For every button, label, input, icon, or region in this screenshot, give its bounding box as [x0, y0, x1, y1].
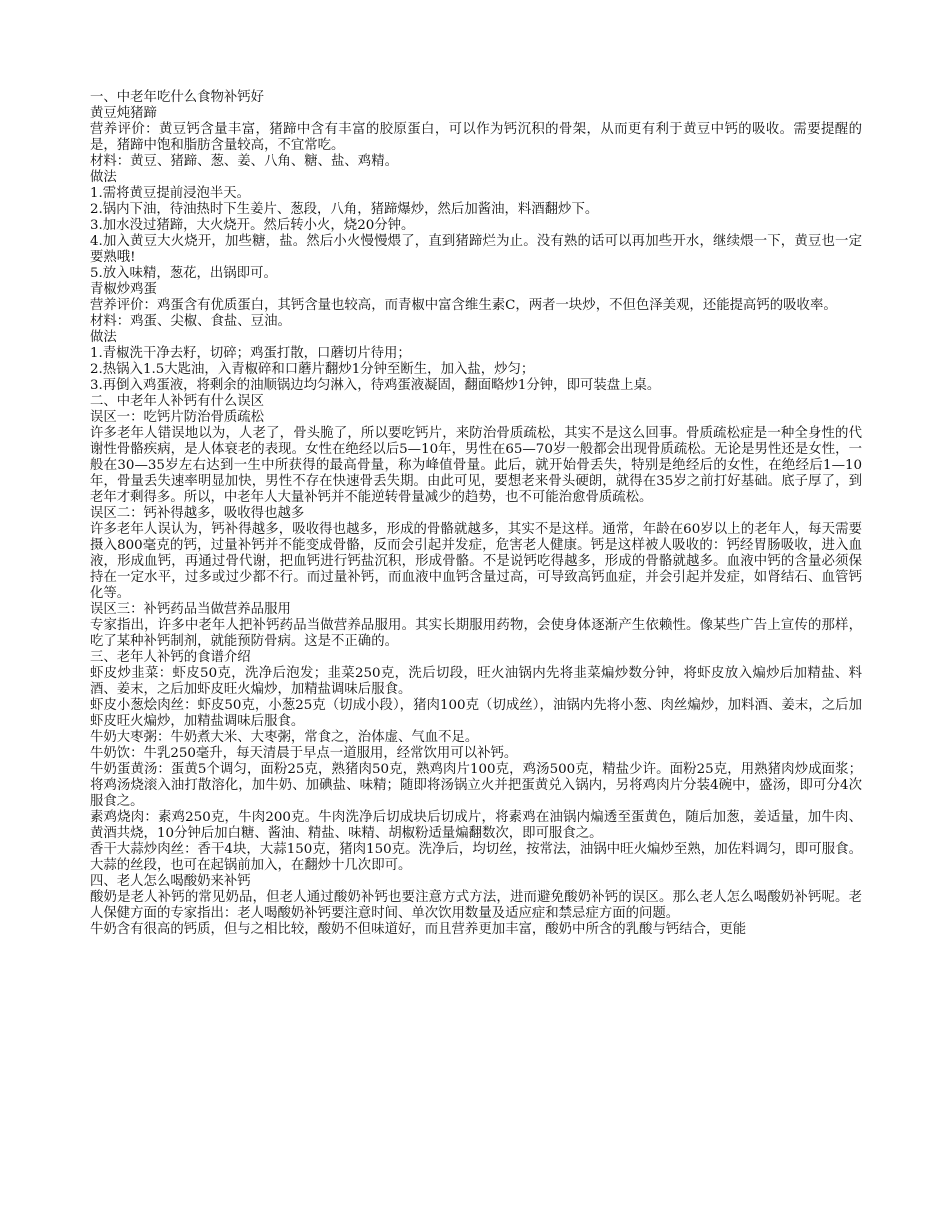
paragraph: 材料：鸡蛋、尖椒、食盐、豆油。: [90, 314, 291, 329]
recipe-paragraph: 牛奶蛋黄汤：蛋黄5个调匀，面粉25克，熟猪肉50克，熟鸡肉片100克，鸡汤500克，精盐少许。面粉25克，用熟猪肉炒成面浆；将鸡汤烧滚入油打散溶化，加牛奶、加碘盐、味精；随即将汤锅立火并把蛋黄兑入锅内，另将鸡肉片分装4碗中，盛汤，即可分4次服食之。: [90, 762, 862, 809]
paragraph: 材料：黄豆、猪蹄、葱、姜、八角、糖、盐、鸡精。: [90, 154, 398, 169]
section-heading: 三、老年人补钙的食谱介绍: [90, 650, 251, 665]
recipe-paragraph: 牛奶饮：牛乳250毫升，每天清晨于早点一道服用，经常饮用可以补钙。: [90, 746, 518, 761]
subheading: 误区二：钙补得越多，吸收得也越多: [90, 506, 305, 521]
paragraph: 做法: [90, 330, 117, 345]
recipe-paragraph: 香干大蒜炒肉丝：香干4块，大蒜150克，猪肉150克。洗净后，均切丝，按常法，油锅中旺火煸炒至熟，加佐料调匀，即可服食。大蒜的丝段，也可在起锅前加入，在翻炒十几次即可。: [90, 842, 862, 873]
recipe-paragraph: 虾皮小葱烩肉丝：虾皮50克，小葱25克（切成小段），猪肉100克（切成丝），油锅内先将小葱、肉丝煸炒，加料酒、姜末，之后加虾皮旺火煸炒，加精盐调味后服食。: [90, 698, 862, 729]
step: 3.加水没过猪蹄，大火烧开。然后转小火，烧20分钟。: [90, 218, 415, 233]
paragraph: 做法: [90, 170, 117, 185]
section-heading: 二、中老年人补钙有什么误区: [90, 394, 265, 409]
recipe-paragraph: 虾皮炒韭菜：虾皮50克，洗净后泡发；韭菜250克，洗后切段，旺火油锅内先将韭菜煸炒数分钟，将虾皮放入煸炒后加精盐、料酒、姜末，之后加虾皮旺火煸炒，加精盐调味后服食。: [90, 666, 862, 697]
paragraph: 营养评价：鸡蛋含有优质蛋白，其钙含量也较高，而青椒中富含维生素C，两者一块炒，不但色泽美观，还能提高钙的吸收率。: [90, 298, 837, 313]
paragraph: 酸奶是老人补钙的常见奶品，但老人通过酸奶补钙也要注意方式方法，进而避免酸奶补钙的误区。那么老人怎么喝酸奶补钙呢。老人保健方面的专家指出：老人喝酸奶补钙要注意时间、单次饮用数量及适应症和禁忌症方面的问题。: [90, 890, 862, 921]
section-heading: 四、老人怎么喝酸奶来补钙: [90, 874, 251, 889]
subheading: 误区一：吃钙片防治骨质疏松: [90, 410, 265, 425]
recipe-paragraph: 素鸡烧肉：素鸡250克，牛肉200克。牛肉洗净后切成块后切成片，将素鸡在油锅内煸透至蛋黄色，随后加葱，姜适量，加牛肉、黄酒共烧，10分钟后加白糖、酱油、精盐、味精、胡椒粉适量煸翻数次，即可服食之。: [90, 810, 862, 841]
step: 2.锅内下油，待油热时下生姜片、葱段，八角，猪蹄爆炒，然后加酱油，料酒翻炒下。: [90, 202, 599, 217]
step: 1.需将黄豆提前浸泡半天。: [90, 186, 251, 201]
recipe-title: 青椒炒鸡蛋: [90, 282, 157, 297]
section-heading: 一、中老年吃什么食物补钙好: [90, 90, 265, 105]
step: 2.热锅入1.5大匙油，入青椒碎和口蘑片翻炒1分钟至断生，加入盐，炒匀；: [90, 362, 535, 377]
paragraph: 专家指出，许多中老年人把补钙药品当做营养品服用。其实长期服用药物，会使身体逐渐产生依赖性。像某些广告上宣传的那样，吃了某种补钙制剂，就能预防骨病。这是不正确的。: [90, 618, 862, 649]
subheading: 误区三：补钙药品当做营养品服用: [90, 602, 291, 617]
step: 4.加入黄豆大火烧开，加些糖，盐。然后小火慢慢煨了，直到猪蹄烂为止。没有熟的话可以再加些开水，继续煨一下，黄豆也一定要熟哦!: [90, 234, 862, 265]
paragraph: 营养评价：黄豆钙含量丰富，猪蹄中含有丰富的胶原蛋白，可以作为钙沉积的骨架，从而更有利于黄豆中钙的吸收。需要提醒的是，猪蹄中饱和脂肪含量较高，不宜常吃。: [90, 122, 862, 153]
recipe-paragraph: 牛奶大枣粥：牛奶煮大米、大枣粥，常食之，治体虚、气血不足。: [90, 730, 479, 745]
step: 1.青椒洗干净去籽，切碎；鸡蛋打散，口蘑切片待用；: [90, 346, 411, 361]
step: 5.放入味精，葱花，出锅即可。: [90, 266, 277, 281]
recipe-title: 黄豆炖猪蹄: [90, 106, 157, 121]
paragraph: 牛奶含有很高的钙质，但与之相比较，酸奶不但味道好，而且营养更加丰富，酸奶中所含的乳酸与钙结合，更能: [90, 922, 747, 937]
paragraph: 许多老年人误认为，钙补得越多，吸收得也越多，形成的骨骼就越多，其实不是这样。通常，年龄在60岁以上的老年人，每天需要摄入800毫克的钙，过量补钙并不能变成骨骼，反而会引起并发症，危害老人健康。钙是这样被人吸收的：钙经胃肠吸收，进入血液，形成血钙，再通过骨代谢，把血钙进行钙盐沉积，形成骨骼。不是说钙吃得越多，形成的骨骼就越多。血液中钙的含量必须保持在一定水平，过多或过少都不行。而过量补钙，而血液中血钙含量过高，可导致高钙血症，并会引起并发症，如肾结石、血管钙化等。: [90, 522, 862, 601]
step: 3.再倒入鸡蛋液，将剩余的油顺锅边均匀淋入，待鸡蛋液凝固，翻面略炒1分钟，即可装盘上桌。: [90, 378, 661, 393]
document-body: [90, 90, 862, 938]
paragraph: 许多老年人错误地以为，人老了，骨头脆了，所以要吃钙片，来防治骨质疏松，其实不是这么回事。骨质疏松症是一种全身性的代谢性骨骼疾病，是人体衰老的表现。女性在绝经以后5—10年，男性在65—70岁一般都会出现骨质疏松。无论是男性还是女性，一般在30—35岁左右达到一生中所获得的最高骨量，称为峰值骨量。此后，就开始骨丢失，特别是绝经后的女性，在绝经后1—10年，骨量丢失速率明显加快，男性不存在快速骨丢失期。由此可见，要想老来骨头硬朗，就得在35岁之前打好基础。底子厚了，到老年才剩得多。所以，中老年人大量补钙并不能逆转骨量减少的趋势，也不可能治愈骨质疏松。: [90, 426, 862, 505]
